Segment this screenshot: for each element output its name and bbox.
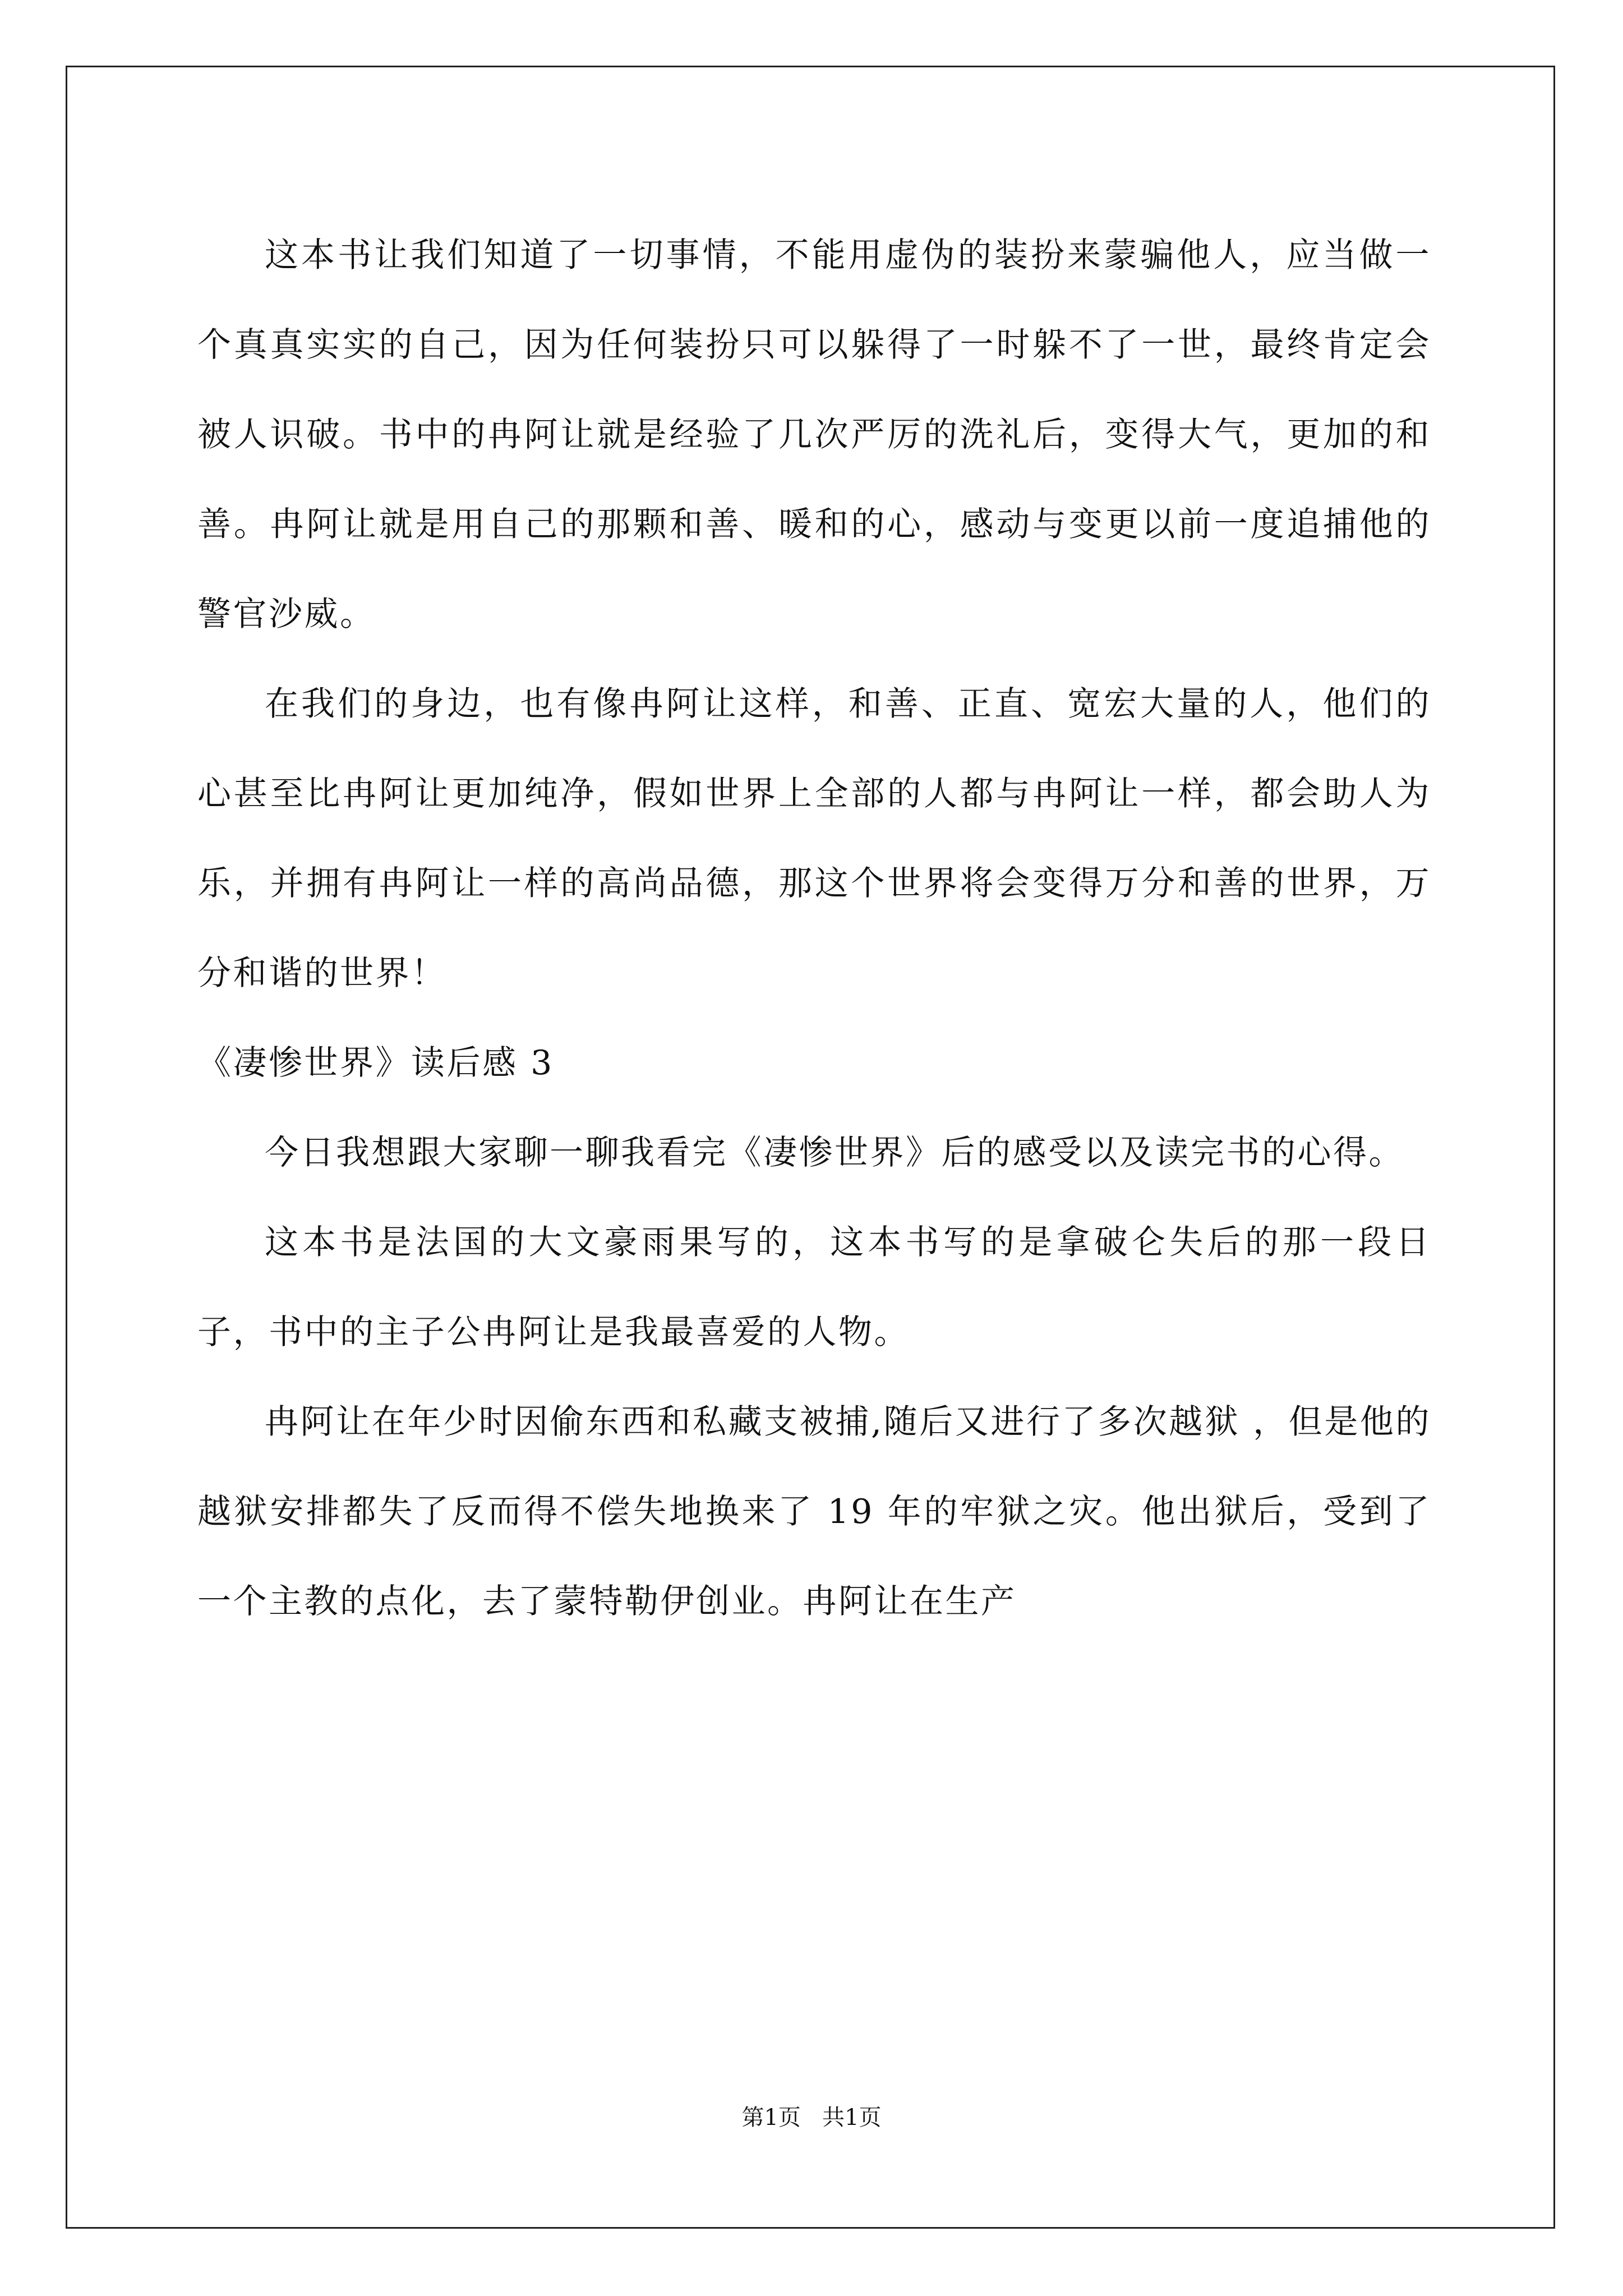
- page-footer: 第1页 共1页: [741, 2105, 882, 2131]
- paragraph: 冉阿让在年少时因偷东西和私藏支被捕,随后又进行了多次越狱 ，但是他的越狱安排都失了反而得不偿失地换来了 19 年的牢狱之灾。他出狱后，受到了一个主教的点化，去了蒙特勒伊创业。冉阿让在生产: [197, 1402, 1431, 1621]
- paragraph: 这本书是法国的大文豪雨果写的，这本书写的是拿破仑失后的那一段日子，书中的主子公冉阿让是我最喜爱的人物。: [197, 1223, 1431, 1352]
- paragraph: 在我们的身边，也有像冉阿让这样，和善、正直、宽宏大量的人，他们的心甚至比冉阿让更加纯净，假如世界上全部的人都与冉阿让一样，都会助人为乐，并拥有冉阿让一样的高尚品德，那这个世界将会变得万分和善的世界，万分和谐的世界！: [197, 684, 1431, 993]
- paragraph: 今日我想跟大家聊一聊我看完《凄惨世界》后的感受以及读完书的心得。: [265, 1133, 1404, 1172]
- section-heading: 《凄惨世界》读后感 3: [197, 1043, 554, 1083]
- document-body: [197, 210, 1431, 1646]
- paragraph: 这本书让我们知道了一切事情，不能用虚伪的装扮来蒙骗他人，应当做一个真真实实的自己，因为任何装扮只可以躲得了一时躲不了一世，最终肯定会被人识破。书中的冉阿让就是经验了几次严厉的洗礼后，变得大气，更加的和善。冉阿让就是用自己的那颗和善、暖和的心，感动与变更以前一度追捕他的警官沙威。: [197, 236, 1431, 634]
